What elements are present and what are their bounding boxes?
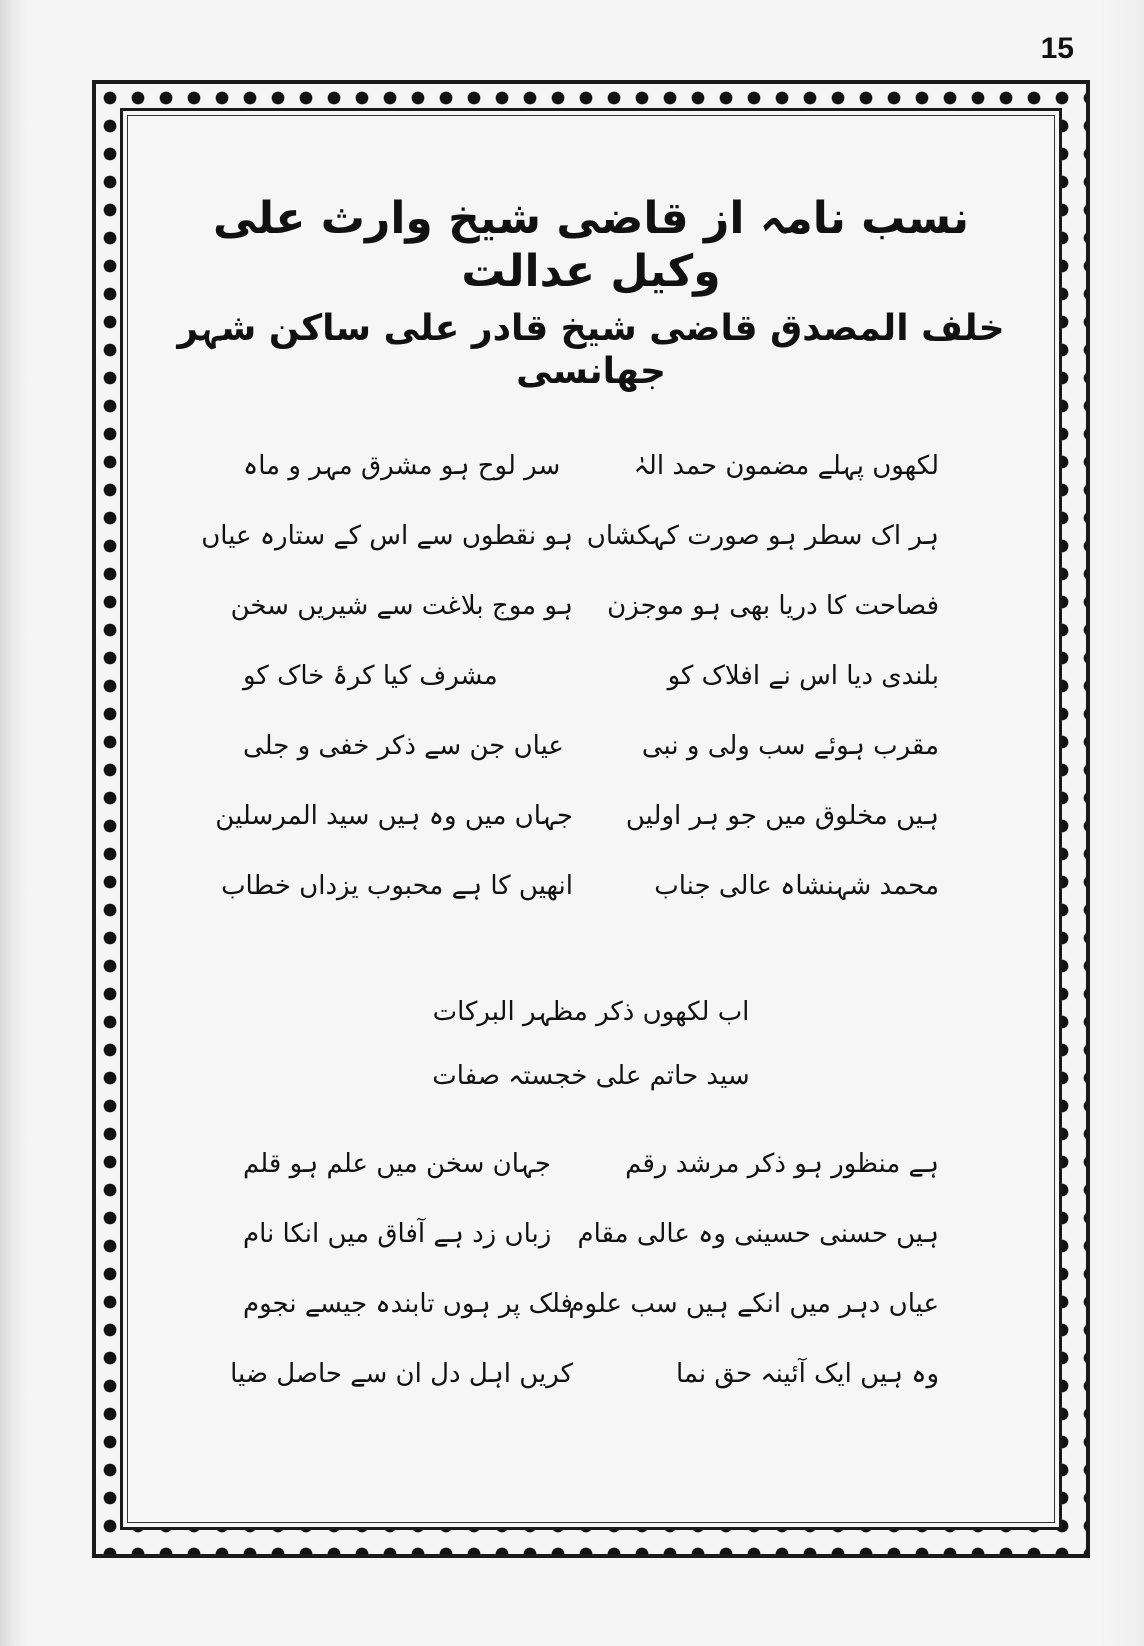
poem-stanza-1: [201, 431, 939, 921]
misra-right: لکھوں پہلے مضمون حمد الہٰ: [633, 451, 939, 481]
couplet: [243, 1129, 939, 1199]
misra-left: عیاں جن سے ذکر خفی و جلی: [243, 731, 564, 761]
page-content: [123, 111, 1059, 1527]
misra-right: وہ ہیں ایک آئینہ حق نما: [675, 1359, 939, 1389]
page-title: نسب نامہ از قاضی شیخ وارث علی وکیل عدالت: [212, 193, 970, 297]
misra-right: مقرب ہوئے سب ولی و نبی: [641, 731, 939, 761]
misra-right: ہے منظور ہو ذکر مرشد رقم: [625, 1149, 939, 1179]
couplet: [215, 781, 939, 851]
misra-left: ہو موج بلاغت سے شیریں سخن: [230, 591, 573, 621]
misra-left: جہان سخن میں علم ہو قلم: [243, 1149, 552, 1179]
ornamental-border: [92, 80, 1090, 1558]
couplet: [230, 1339, 939, 1409]
poem-stanza-2: [230, 1129, 939, 1409]
couplet: [221, 851, 939, 921]
misra-left: سر لوح ہو مشرق مہر و ماہ: [243, 451, 561, 481]
misra-right: ہیں حسنی حسینی وہ عالی مقام: [577, 1219, 939, 1249]
misra-left: جہاں میں وہ ہیں سید المرسلین: [215, 801, 573, 831]
misra-left: ہو نقطوں سے اس کے ستارہ عیاں: [201, 521, 573, 551]
misra-right: ہیں مخلوق میں جو ہر اولیں: [625, 801, 939, 831]
page-number: 15: [1040, 32, 1074, 65]
misra-right: بلندی دیا اس نے افلاک کو: [667, 661, 939, 691]
misra-left: مشرف کیا کرۂ خاک کو: [243, 661, 498, 691]
center-verse-line: سید حاتم علی خجستہ صفات: [432, 1061, 750, 1091]
misra-left: انھیں کا ہے محبوب یزداں خطاب: [221, 871, 573, 901]
page-subtitle: خلف المصدق قاضی شیخ قادر علی ساکن شہر جھانسی: [177, 308, 1005, 393]
misra-right: ہر اک سطر ہو صورت کہکشاں: [586, 521, 939, 551]
misra-left: زباں زد ہے آفاق میں انکا نام: [243, 1219, 552, 1249]
misra-left: فلک پر ہوں تابندہ جیسے نجوم: [243, 1289, 573, 1319]
center-verse-line: اب لکھوں ذکر مظہر البرکات: [432, 997, 750, 1027]
couplet: [243, 1199, 939, 1269]
couplet: [243, 711, 939, 781]
couplet: [243, 641, 939, 711]
couplet: [201, 501, 939, 571]
misra-right: فصاحت کا دریا بھی ہو موجزن: [607, 591, 939, 621]
couplet: [230, 571, 939, 641]
text-panel: [120, 108, 1062, 1530]
couplet: [243, 1269, 939, 1339]
misra-right: عیاں دہر میں انکے ہیں سب علوم: [568, 1289, 939, 1319]
misra-right: محمد شہنشاہ عالی جناب: [654, 871, 939, 901]
misra-left: کریں اہل دل ان سے حاصل ضیا: [230, 1359, 573, 1389]
couplet: [243, 431, 939, 501]
